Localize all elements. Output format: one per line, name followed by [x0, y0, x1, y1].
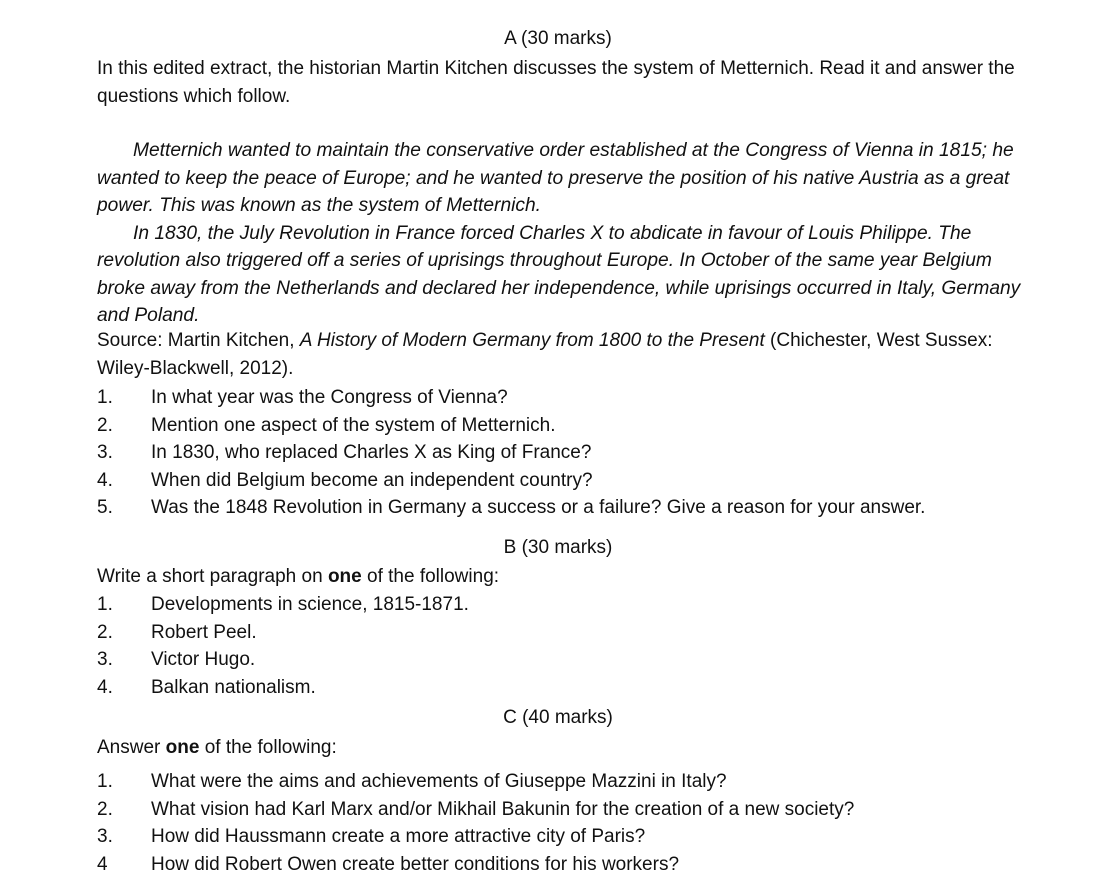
- list-item: [97, 823, 1057, 851]
- item-number: 2.: [97, 621, 113, 643]
- section-b-instruction: [97, 563, 1017, 591]
- source-suffix: (Chichester, West Sussex: Wiley-Blackwell, 2012).: [97, 330, 993, 379]
- instruction-bold: one: [165, 737, 200, 758]
- list-item: [97, 619, 1057, 647]
- question-item: [97, 384, 1057, 412]
- question-text: Mention one aspect of the system of Metternich.: [151, 414, 556, 436]
- question-text: In 1830, who replaced Charles X as King of France?: [151, 442, 592, 463]
- item-number: 4.: [97, 676, 113, 698]
- question-number: 5.: [97, 497, 113, 518]
- source-title: A History of Modern Germany from 1800 to the Present: [299, 330, 765, 351]
- question-text: Was the 1848 Revolution in Germany a success or a failure? Give a reason for your answer.: [151, 497, 926, 518]
- question-item: [97, 439, 1057, 467]
- item-number: 1.: [97, 771, 113, 792]
- question-item: [97, 494, 1057, 522]
- source-prefix: Source: Martin Kitchen,: [97, 330, 300, 351]
- instruction-pre: Answer: [97, 737, 166, 758]
- item-text: Robert Peel.: [151, 621, 257, 643]
- section-a-heading: A (30 marks): [504, 28, 612, 49]
- item-number: 4: [97, 853, 108, 875]
- list-item: [97, 851, 1057, 879]
- extract-paragraph-1: Metternich wanted to maintain the conservative order established at the Congress of Vienna in 1815; he wanted to keep the peace of Europe; and he wanted to preserve the position of his native Austria as a great power. This was known as the system of Metternich.: [97, 140, 1014, 216]
- extract-paragraph-2: In 1830, the July Revolution in France forced Charles X to abdicate in favour of Louis Philippe. The revolution also triggered off a series of uprisings throughout Europe. In October of the same year Belgium broke away from the Netherlands and declared her independence, while uprisings occurred in Italy, Germany and Poland.: [97, 222, 1021, 326]
- question-text: When did Belgium become an independent country?: [151, 469, 593, 491]
- list-item: [97, 674, 1057, 702]
- list-item: [97, 768, 1057, 796]
- item-text: What vision had Karl Marx and/or Mikhail Bakunin for the creation of a new society?: [151, 798, 855, 820]
- item-text: How did Haussmann create a more attractive city of Paris?: [151, 826, 646, 847]
- section-b-heading: B (30 marks): [503, 537, 613, 558]
- question-number: 3.: [97, 442, 113, 463]
- section-b-items: [97, 591, 1057, 701]
- item-number: 3.: [97, 649, 113, 670]
- section-c-heading: C (40 marks): [503, 707, 613, 728]
- item-text: What were the aims and achievements of Giuseppe Mazzini in Italy?: [151, 771, 727, 792]
- item-number: 3.: [97, 826, 113, 847]
- item-text: Balkan nationalism.: [151, 676, 316, 698]
- question-number: 1.: [97, 387, 113, 408]
- section-c-instruction: [97, 734, 1017, 762]
- instruction-pre: Write a short paragraph on: [97, 566, 328, 587]
- list-item: [97, 646, 1057, 674]
- item-number: 2.: [97, 798, 113, 820]
- section-c-items: [97, 768, 1057, 878]
- list-item: [97, 591, 1057, 619]
- instruction-post: of the following:: [199, 737, 337, 758]
- item-text: Developments in science, 1815-1871.: [151, 594, 469, 615]
- question-item: [97, 467, 1057, 495]
- item-text: Victor Hugo.: [151, 649, 256, 670]
- question-text: In what year was the Congress of Vienna?: [151, 387, 508, 408]
- item-text: How did Robert Owen create better conditions for his workers?: [151, 853, 680, 875]
- instruction-bold: one: [327, 566, 362, 587]
- extract: [97, 137, 1022, 330]
- list-item: [97, 796, 1057, 824]
- source-citation: [97, 327, 1017, 382]
- question-number: 2.: [97, 414, 113, 436]
- section-a-questions: [97, 384, 1057, 522]
- item-number: 1.: [97, 594, 113, 615]
- section-a-intro: In this edited extract, the historian Martin Kitchen discusses the system of Metternich. Read it and answer the questions which follow.: [97, 58, 1015, 107]
- question-item: [97, 412, 1057, 440]
- question-number: 4.: [97, 469, 113, 491]
- instruction-post: of the following:: [361, 566, 500, 587]
